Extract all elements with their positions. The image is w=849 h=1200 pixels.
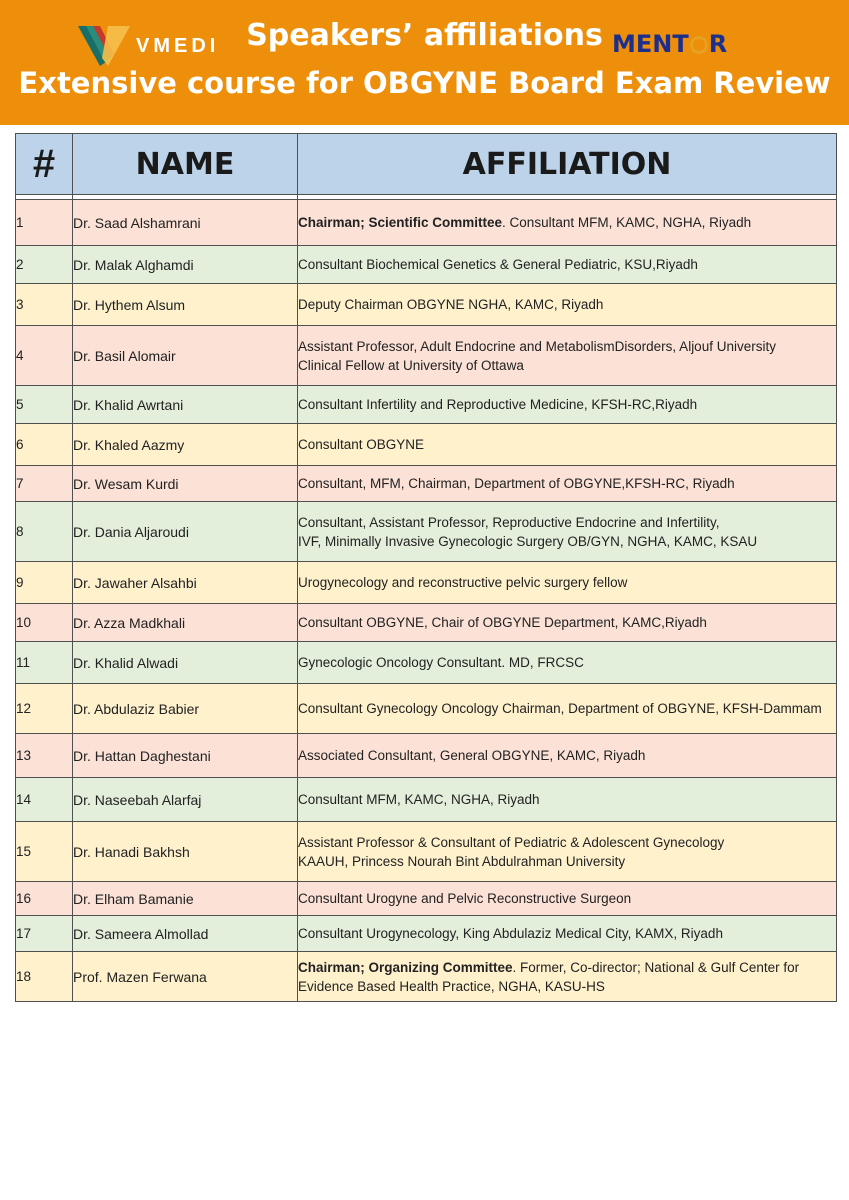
- page-header: [0, 0, 849, 125]
- speaker-name: Dr. Khalid Awrtani: [73, 386, 298, 424]
- page-subtitle: Extensive course for OBGYNE Board Exam Review: [18, 66, 831, 100]
- speaker-affiliation: [298, 778, 837, 822]
- row-number: 7: [16, 466, 73, 502]
- speaker-affiliation: [298, 562, 837, 604]
- speaker-name: Dr. Dania Aljaroudi: [73, 502, 298, 562]
- affiliation-text: . Consultant MFM, KAMC, NGHA, Riyadh: [502, 215, 752, 230]
- speaker-affiliation: [298, 916, 837, 952]
- speaker-affiliation: [298, 604, 837, 642]
- speaker-affiliation: [298, 822, 837, 882]
- row-number: 1: [16, 200, 73, 246]
- speaker-name: Dr. Malak Alghamdi: [73, 246, 298, 284]
- table-row: [16, 200, 837, 246]
- affiliation-text: Gynecologic Oncology Consultant. MD, FRCSC: [298, 655, 584, 670]
- column-header-name: NAME: [73, 134, 298, 195]
- affiliation-text: Consultant OBGYNE, Chair of OBGYNE Department, KAMC,Riyadh: [298, 615, 707, 630]
- affiliation-text-line2: Clinical Fellow at University of Ottawa: [298, 357, 524, 373]
- affiliation-role: Chairman; Organizing Committee: [298, 959, 513, 975]
- speaker-name: Dr. Hythem Alsum: [73, 284, 298, 326]
- row-number: 18: [16, 952, 73, 1002]
- table-header-row: [16, 134, 837, 195]
- speaker-affiliation: [298, 642, 837, 684]
- row-number: 12: [16, 684, 73, 734]
- row-number: 3: [16, 284, 73, 326]
- row-number: 2: [16, 246, 73, 284]
- speaker-name: Dr. Khalid Alwadi: [73, 642, 298, 684]
- affiliation-text: Consultant, MFM, Chairman, Department of OBGYNE,KFSH-RC, Riyadh: [298, 476, 735, 491]
- mentor-logo-o-icon: [690, 36, 708, 54]
- affiliation-text-line2: IVF, Minimally Invasive Gynecologic Surgery OB/GYN, NGHA, KAMC, KSAU: [298, 533, 758, 549]
- affiliation-text: Associated Consultant, General OBGYNE, KAMC, Riyadh: [298, 748, 646, 763]
- row-number: 11: [16, 642, 73, 684]
- affiliation-text: Consultant Infertility and Reproductive Medicine, KFSH-RC,Riyadh: [298, 397, 698, 412]
- affiliation-text: Assistant Professor, Adult Endocrine and MetabolismDisorders, Aljouf University: [298, 338, 776, 354]
- mentor-logo: [612, 30, 727, 58]
- table-row: [16, 642, 837, 684]
- column-header-number: #: [16, 134, 73, 195]
- affiliation-text: . Former, Co-director; National & Gulf Center for Evidence Based Health Practice, NGHA, KASU-HS: [298, 959, 800, 994]
- speaker-affiliation: [298, 424, 837, 466]
- table-row: [16, 466, 837, 502]
- affiliation-text: Assistant Professor & Consultant of Pediatric & Adolescent Gynecology: [298, 834, 725, 850]
- table-row: [16, 562, 837, 604]
- table-row: [16, 684, 837, 734]
- speaker-affiliation: [298, 246, 837, 284]
- affiliation-text: Deputy Chairman OBGYNE NGHA, KAMC, Riyadh: [298, 297, 604, 312]
- speaker-name: Dr. Basil Alomair: [73, 326, 298, 386]
- table-row: [16, 284, 837, 326]
- speaker-affiliation: [298, 684, 837, 734]
- speaker-name: Prof. Mazen Ferwana: [73, 952, 298, 1002]
- affiliation-text: Consultant Gynecology Oncology Chairman, Department of OBGYNE, KFSH-Dammam: [298, 701, 822, 716]
- table-row: [16, 882, 837, 916]
- row-number: 13: [16, 734, 73, 778]
- mentor-logo-text: MENT R: [612, 30, 728, 58]
- table-row: [16, 246, 837, 284]
- row-number: 16: [16, 882, 73, 916]
- row-number: 9: [16, 562, 73, 604]
- speaker-name: Dr. Sameera Almollad: [73, 916, 298, 952]
- table-row: [16, 502, 837, 562]
- row-number: 4: [16, 326, 73, 386]
- speaker-name: Dr. Khaled Aazmy: [73, 424, 298, 466]
- speaker-name: Dr. Hattan Daghestani: [73, 734, 298, 778]
- column-header-affiliation: AFFILIATION: [298, 134, 837, 195]
- table-body: [16, 195, 837, 1002]
- table-row: [16, 326, 837, 386]
- speaker-affiliation: [298, 326, 837, 386]
- speaker-name: Dr. Azza Madkhali: [73, 604, 298, 642]
- affiliation-text: Consultant MFM, KAMC, NGHA, Riyadh: [298, 792, 540, 807]
- affiliation-text: Consultant OBGYNE: [298, 437, 425, 452]
- table-row: [16, 604, 837, 642]
- speaker-affiliation: [298, 882, 837, 916]
- row-number: 15: [16, 822, 73, 882]
- speaker-name: Dr. Saad Alshamrani: [73, 200, 298, 246]
- speaker-name: Dr. Wesam Kurdi: [73, 466, 298, 502]
- speaker-affiliation: [298, 734, 837, 778]
- row-number: 6: [16, 424, 73, 466]
- table-row: [16, 916, 837, 952]
- table-row: [16, 822, 837, 882]
- speaker-affiliation: [298, 466, 837, 502]
- vmedi-logo-text: VMEDI: [136, 35, 220, 57]
- table-row: [16, 778, 837, 822]
- row-number: 5: [16, 386, 73, 424]
- speaker-name: Dr. Abdulaziz Babier: [73, 684, 298, 734]
- affiliation-text: Consultant Urogynecology, King Abdulaziz Medical City, KAMX, Riyadh: [298, 926, 723, 941]
- table-row: [16, 386, 837, 424]
- speaker-affiliation: [298, 200, 837, 246]
- speakers-table: [15, 133, 837, 1002]
- speaker-affiliation: [298, 952, 837, 1002]
- table-row: [16, 424, 837, 466]
- speaker-affiliation: [298, 386, 837, 424]
- row-number: 17: [16, 916, 73, 952]
- table-row: [16, 952, 837, 1002]
- affiliation-text: Consultant Biochemical Genetics & General Pediatric, KSU,Riyadh: [298, 257, 698, 272]
- affiliation-text: Consultant Urogyne and Pelvic Reconstructive Surgeon: [298, 891, 632, 906]
- speaker-name: Dr. Naseebah Alarfaj: [73, 778, 298, 822]
- speaker-name: Dr. Jawaher Alsahbi: [73, 562, 298, 604]
- affiliation-text: Consultant, Assistant Professor, Reproductive Endocrine and Infertility,: [298, 514, 720, 530]
- affiliation-role: Chairman; Scientific Committee: [298, 215, 503, 230]
- affiliation-text: Urogynecology and reconstructive pelvic surgery fellow: [298, 575, 628, 590]
- row-number: 10: [16, 604, 73, 642]
- speaker-affiliation: [298, 284, 837, 326]
- row-number: 14: [16, 778, 73, 822]
- speaker-name: Dr. Elham Bamanie: [73, 882, 298, 916]
- affiliation-text-line2: KAAUH, Princess Nourah Bint Abdulrahman University: [298, 853, 626, 869]
- speaker-affiliation: [298, 502, 837, 562]
- speaker-name: Dr. Hanadi Bakhsh: [73, 822, 298, 882]
- page-title: Speakers’ affiliations: [246, 18, 603, 53]
- row-number: 8: [16, 502, 73, 562]
- table-row: [16, 734, 837, 778]
